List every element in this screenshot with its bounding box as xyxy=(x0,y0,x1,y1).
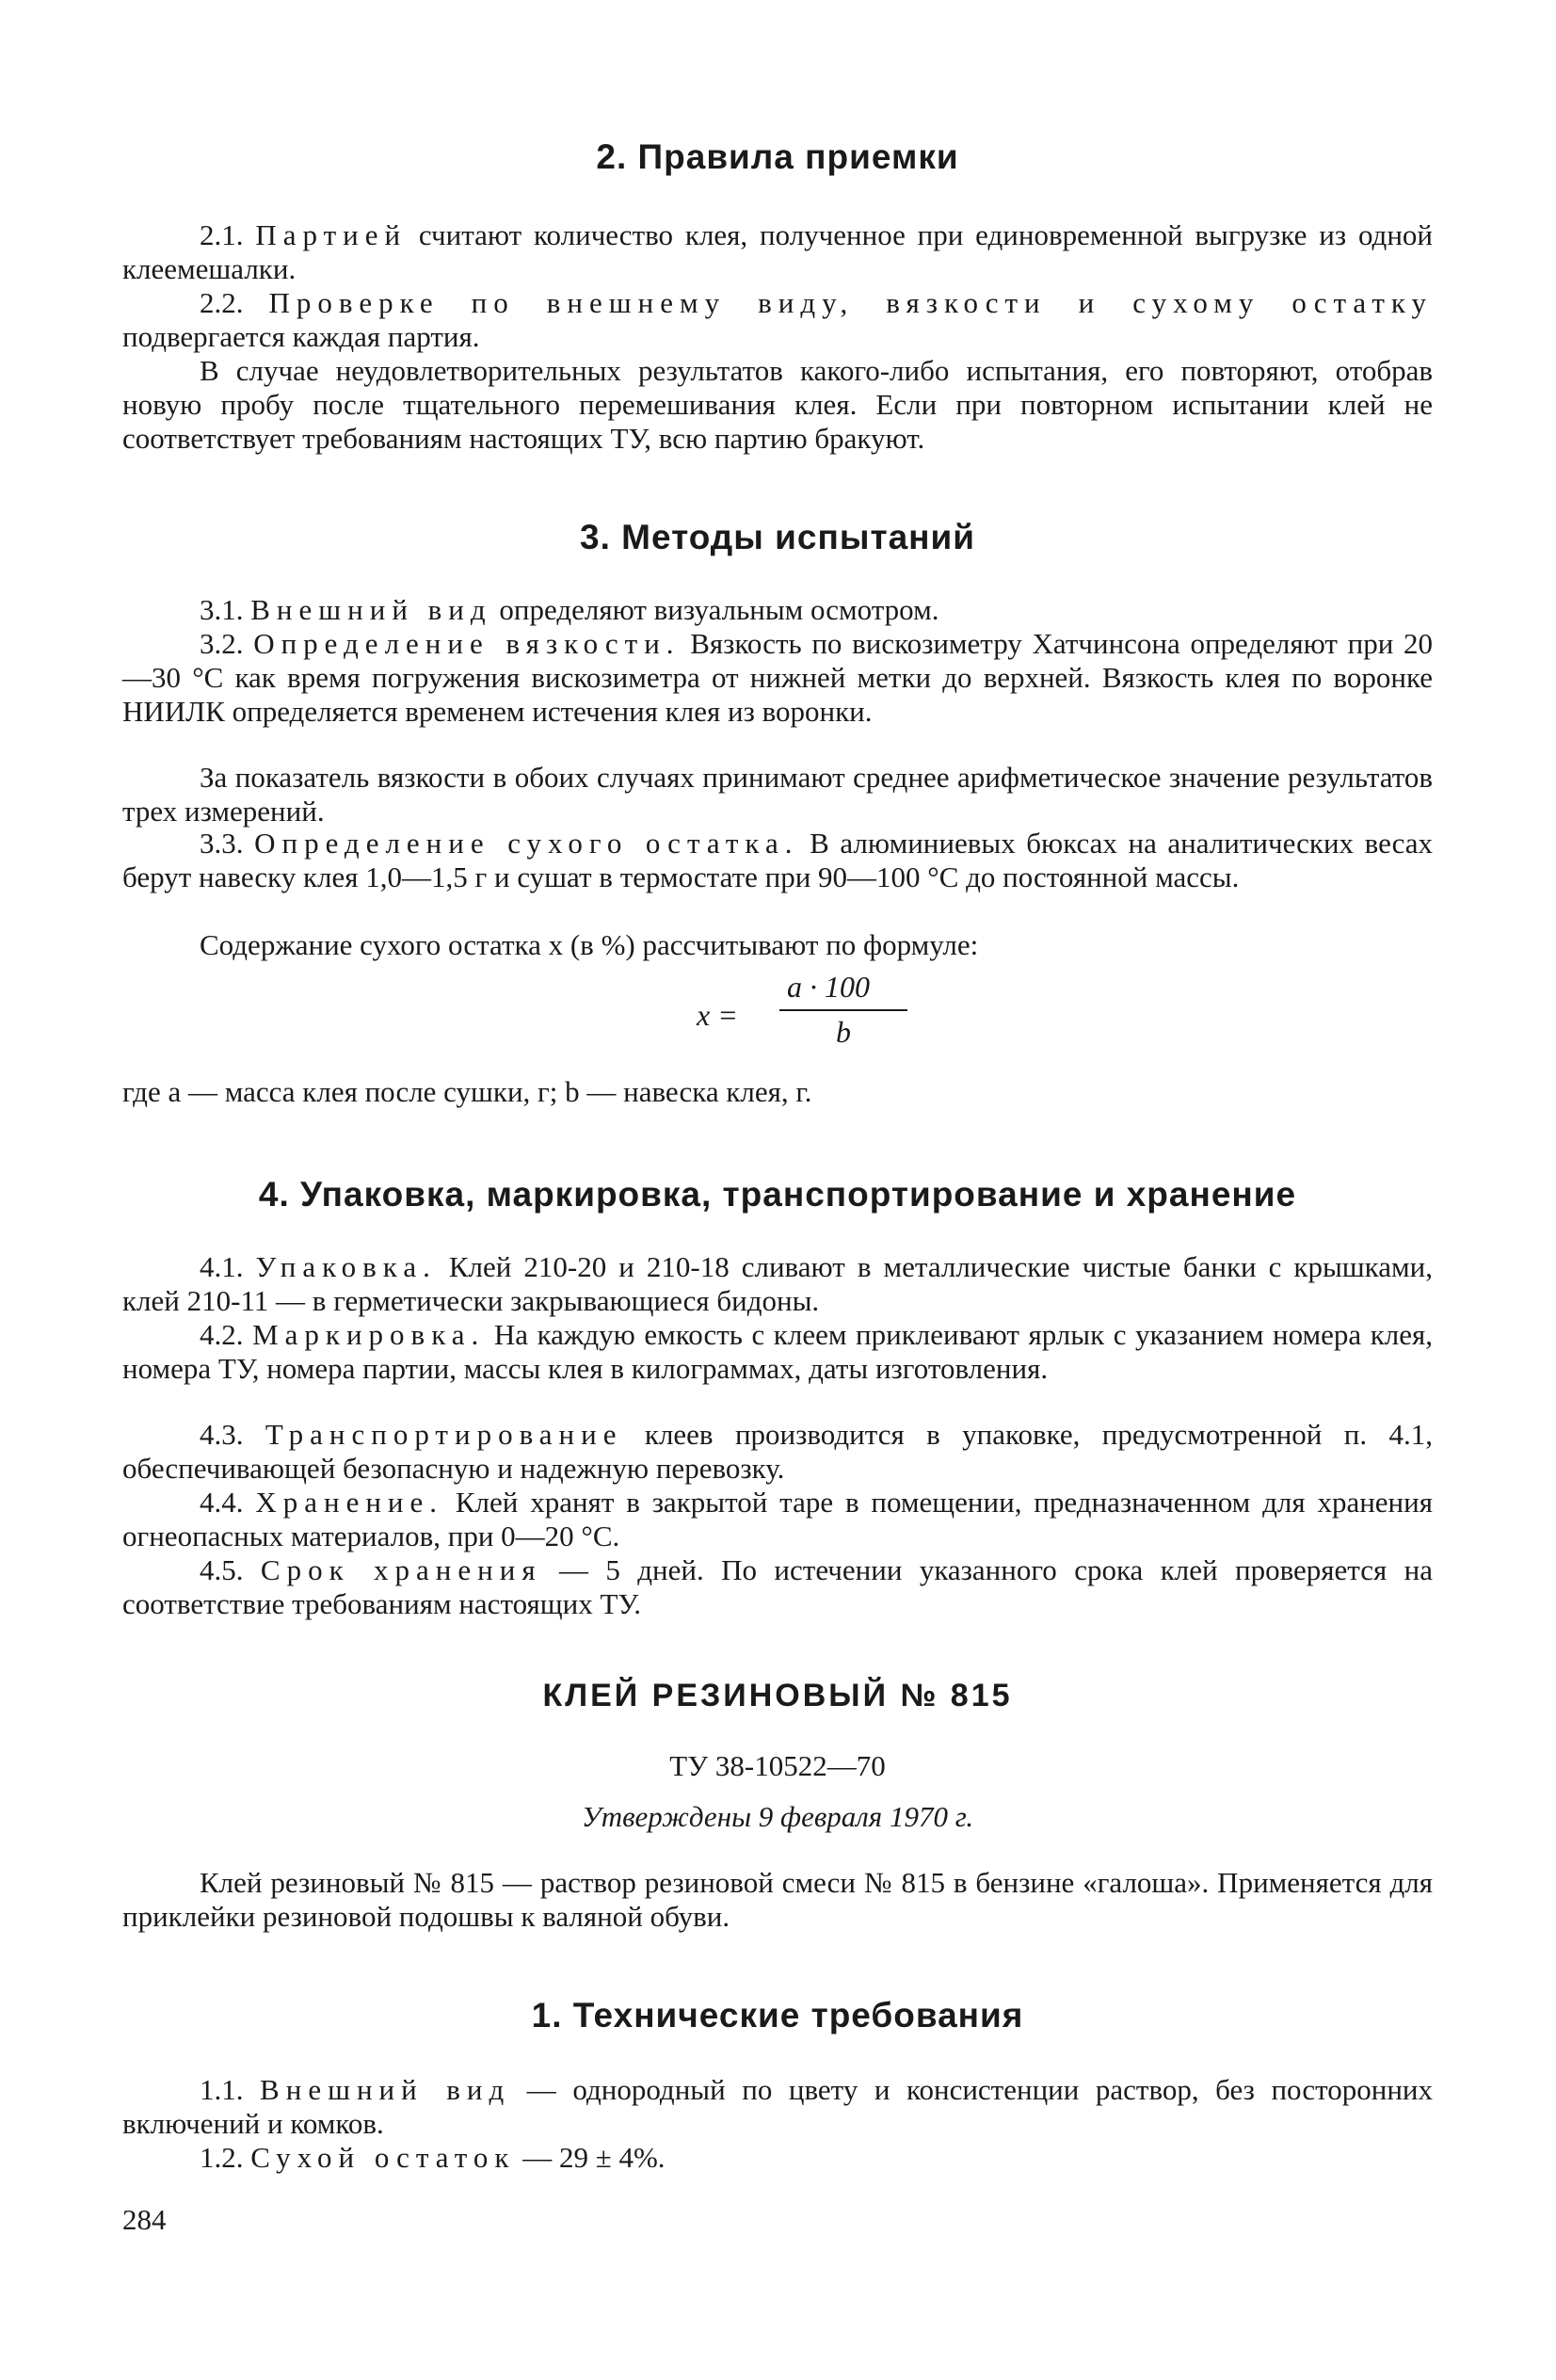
clause-number: 1.2. xyxy=(200,2141,251,2174)
paragraph-3-2 xyxy=(122,627,1433,729)
clause-number: 2.1. xyxy=(200,218,256,251)
paragraph-4-1 xyxy=(122,1250,1433,1318)
product-approval-date: Утверждены 9 февраля 1970 г. xyxy=(581,1800,974,1833)
spaced-term: Внешний вид xyxy=(260,2073,511,2106)
section-4-heading: 4. Упаковка, маркировка, транспортирование и хранение xyxy=(258,1175,1297,1214)
spaced-term: Внешний вид xyxy=(250,593,492,626)
dry-residue-formula xyxy=(697,970,922,1054)
product-intro: Клей резиновый № 815 — раствор резиновой смеси № 815 в бензине «галоша». Применяется для приклейки резиновой подошвы к валяной обуви. xyxy=(122,1866,1433,1933)
spaced-term: Проверке по внешнему виду, вязкости и сухому остатку xyxy=(268,286,1434,319)
clause-text: Клей 210-20 и 210-18 сливают в металлические чистые банки с крышками, клей 210-11 — в герметически закрывающиеся бидоны. xyxy=(122,1250,1433,1317)
page-number: 284 xyxy=(122,2203,167,2236)
clause-text: — однородный по цвету и консистенции раствор, без посторонних включений и комков. xyxy=(122,2073,1433,2140)
spaced-term: Определение сухого остатка. xyxy=(254,827,799,860)
clause-number: 2.2. xyxy=(200,286,269,319)
paragraph-2-1 xyxy=(122,218,1433,286)
formula-numerator: a · 100 xyxy=(787,970,870,1004)
paragraph-3-3 xyxy=(122,827,1433,894)
clause-text: определяют визуальным осмотром. xyxy=(491,593,939,626)
clause-number: 4.5. xyxy=(200,1553,261,1586)
clause-number: 3.1. xyxy=(200,593,251,626)
formula-lhs: x = xyxy=(697,998,738,1032)
clause-number: 4.3. xyxy=(200,1418,265,1451)
paragraph-4-4 xyxy=(122,1486,1433,1553)
clause-text: считают количество клея, полученное при единовременной выгрузке из одной клеемешалки. xyxy=(122,218,1433,285)
product-title: КЛЕЙ РЕЗИНОВЫЙ № 815 xyxy=(542,1678,1013,1713)
paragraph-3-2-note: За показатель вязкости в обоих случаях принимают среднее арифметическое значение результатов трех измерений. xyxy=(122,761,1433,828)
clause-number: 4.1. xyxy=(200,1250,256,1283)
spaced-term: Определение вязкости. xyxy=(253,627,681,660)
spaced-term: Хранение. xyxy=(255,1486,444,1519)
clause-text: — 5 дней. По истечении указанного срока клей проверяется на соответствие требованиям настоящих ТУ. xyxy=(122,1553,1434,1620)
formula-denominator: b xyxy=(836,1015,851,1049)
spaced-term: Упаковка. xyxy=(255,1250,437,1283)
clause-text: На каждую емкость с клеем приклеивают ярлык с указанием номера клея, номера ТУ, номера партии, массы клея в килограммах, даты изготовления. xyxy=(122,1318,1434,1385)
clause-text: Вязкость по вискозиметру Хатчинсона определяют при 20—30 °С как время погружения вискозиметра от нижней метки до верхней. Вязкость клея по воронке НИИЛК определяется временем истечения клея из воронки. xyxy=(122,627,1434,728)
product-tu: ТУ 38-10522—70 xyxy=(669,1749,886,1782)
paragraph-2-2 xyxy=(122,286,1433,354)
section-1-heading: 1. Технические требования xyxy=(531,1996,1024,2034)
clause-number: 4.4. xyxy=(200,1486,256,1519)
formula-legend: где a — масса клея после сушки, г; b — навеска клея, г. xyxy=(122,1075,812,1108)
spaced-term: Партией xyxy=(255,218,408,251)
spaced-term: Сухой остаток xyxy=(250,2141,516,2174)
paragraph-4-3 xyxy=(122,1418,1433,1486)
paragraph-1-2 xyxy=(122,2141,1433,2175)
clause-text: Клей хранят в закрытой таре в помещении, предназначенном для хранения огнеопасных материалов, при 0—20 °С. xyxy=(122,1486,1433,1552)
paragraph-4-5 xyxy=(122,1553,1433,1621)
paragraph-4-2 xyxy=(122,1318,1433,1386)
spaced-term: Транспортирование xyxy=(265,1418,623,1451)
section-2-heading: 2. Правила приемки xyxy=(596,137,959,176)
clause-text: — 29 ± 4%. xyxy=(515,2141,666,2174)
paragraph-2-3: В случае неудовлетворительных результатов какого-либо испытания, его повторяют, отобрав новую пробу после тщательного перемешивания клея. Если при повторном испытании клей не соответствует требованиям настоящих ТУ, всю партию бракуют. xyxy=(122,354,1433,455)
clause-number: 3.2. xyxy=(200,627,254,660)
clause-text: подвергается каждая партия. xyxy=(122,320,480,353)
clause-text: клеев производится в упаковке, предусмотренной п. 4.1, обеспечивающей безопасную и надежную перевозку. xyxy=(122,1418,1433,1485)
fraction-bar xyxy=(779,1009,907,1011)
paragraph-1-1 xyxy=(122,2073,1433,2141)
clause-text: В алюминиевых бюксах на аналитических весах берут навеску клея 1,0—1,5 г и сушат в термостате при 90—100 °С до постоянной массы. xyxy=(122,827,1434,893)
section-3-heading: 3. Методы испытаний xyxy=(580,518,975,556)
spaced-term: Срок хранения xyxy=(260,1553,542,1586)
spaced-term: Маркировка. xyxy=(252,1318,486,1351)
clause-number: 4.2. xyxy=(200,1318,253,1351)
formula-intro: Содержание сухого остатка x (в %) рассчитывают по формуле: xyxy=(200,928,979,961)
clause-number: 3.3. xyxy=(200,827,255,860)
paragraph-3-1 xyxy=(122,593,1433,627)
clause-number: 1.1. xyxy=(200,2073,261,2106)
